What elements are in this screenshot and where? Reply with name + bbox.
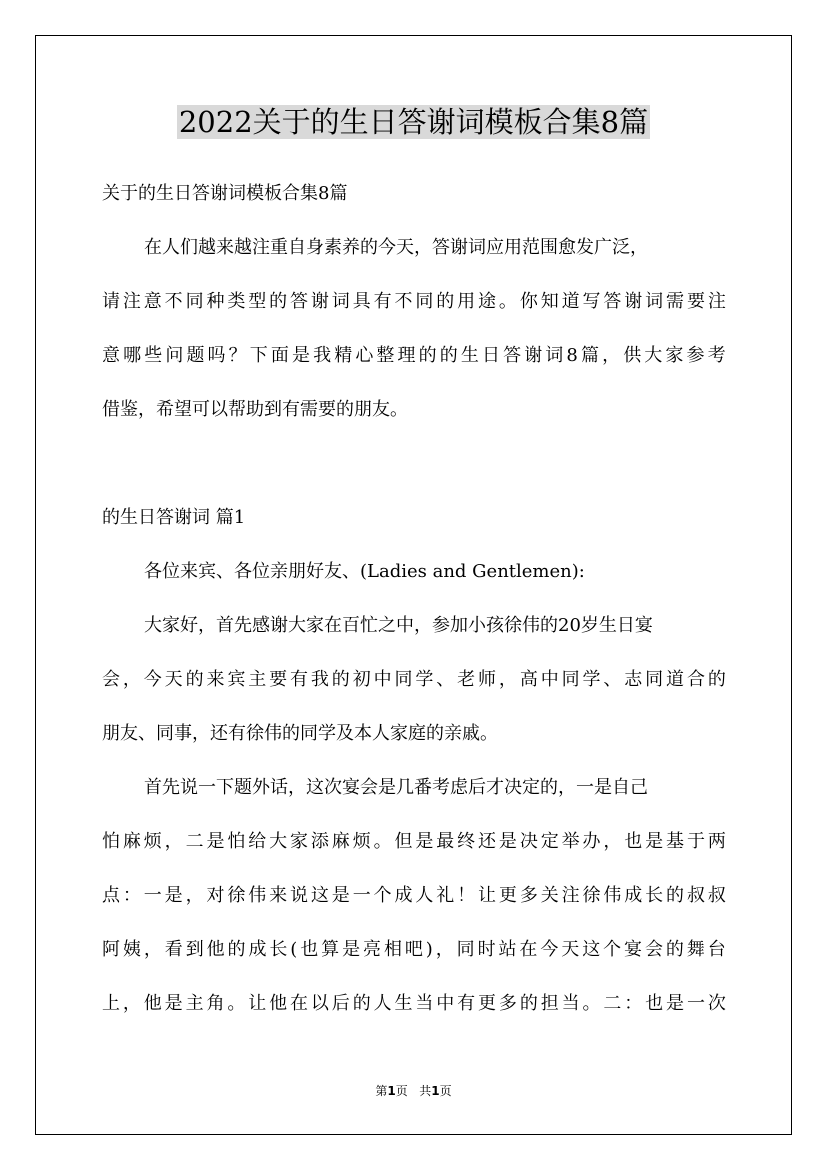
section-heading: 的生日答谢词 篇1 bbox=[102, 507, 246, 528]
footer-total-prefix: 共 bbox=[419, 1084, 432, 1098]
footer-page-suffix: 页 bbox=[395, 1084, 408, 1098]
intro-line-4: 借鉴，希望可以帮助到有需要的朋友。 bbox=[102, 399, 408, 420]
page-footer bbox=[0, 1083, 827, 1099]
para2-line-1: 首先说一下题外话，这次宴会是几番考虑后才决定的，一是自己 bbox=[144, 777, 648, 798]
para1-line-3: 朋友、同事，还有徐伟的同学及本人家庭的亲戚。 bbox=[102, 723, 498, 744]
para2-line-4: 阿 姨 ， 看 到 他 的 成 长 ( 也 算 是 亮 相 吧 ) ， 同 时 站 在 今 天 这 个 宴 会 的 舞 台 bbox=[102, 939, 726, 960]
intro-line-2: 请 注 意 不 同 种 类 型 的 答 谢 词 具 有 不 同 的 用 途 。 你 知 道 写 答 谢 词 需 要 注 bbox=[102, 291, 726, 312]
footer-page-number: 1 bbox=[387, 1084, 396, 1098]
footer-total-number: 1 bbox=[431, 1084, 440, 1098]
footer-total-suffix: 页 bbox=[439, 1084, 452, 1098]
greeting-line: 各位来宾、各位亲朋好友、(Ladies and Gentlemen): bbox=[144, 561, 585, 582]
para1-line-1: 大家好，首先感谢大家在百忙之中，参加小孩徐伟的20岁生日宴 bbox=[144, 615, 653, 636]
para2-line-3: 点 ： 一 是 ， 对 徐 伟 来 说 这 是 一 个 成 人 礼 ！ 让 更 多 关 注 徐 伟 成 长 的 叔 叔 bbox=[102, 885, 726, 906]
para2-line-5: 上 ， 他 是 主 角 。 让 他 在 以 后 的 人 生 当 中 有 更 多 的 担 当 。 二 ： 也 是 一 次 bbox=[102, 993, 726, 1014]
document-title bbox=[0, 100, 827, 144]
document-title-text: 2022关于的生日答谢词模板合集8篇 bbox=[178, 105, 649, 139]
intro-line-1: 在人们越来越注重自身素养的今天，答谢词应用范围愈发广泛， bbox=[144, 237, 648, 258]
document-subtitle: 关于的生日答谢词模板合集8篇 bbox=[102, 183, 348, 204]
para2-line-2: 怕 麻 烦 ， 二 是 怕 给 大 家 添 麻 烦 。 但 是 最 终 还 是 决 定 举 办 ， 也 是 基 于 两 bbox=[102, 831, 726, 852]
intro-line-3: 意 哪 些 问 题 吗 ？ 下 面 是 我 精 心 整 理 的 的 生 日 答 谢 词 8 篇 ， 供 大 家 参 考 bbox=[102, 345, 726, 366]
para1-line-2: 会 ， 今 天 的 来 宾 主 要 有 我 的 初 中 同 学 、 老 师 ， 高 中 同 学 、 志 同 道 合 的 bbox=[102, 669, 726, 690]
footer-page-prefix: 第 bbox=[375, 1084, 388, 1098]
